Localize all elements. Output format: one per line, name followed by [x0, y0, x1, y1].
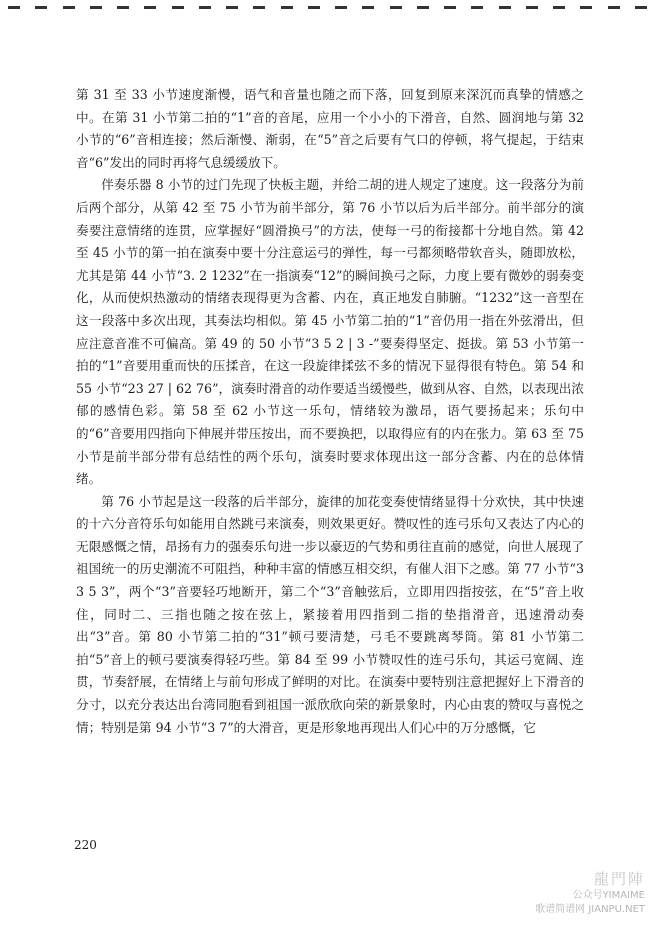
paragraph-2: 伴奏乐器 8 小节的过门先现了快板主题，并给二胡的进人规定了速度。这一段落分为前后两个部分，从第 42 至 75 小节为前半部分，第 76 小节以后为后半部分。前半部分的演奏要注意情绪的连贯，应掌握好“圆滑换弓”的方法，使每一弓的衔接都十分地自然。第 42 至 45 小节的第一拍在演奏中要十分注意运弓的弹性，每一弓都须略带软音头，随即放松，尤其是第 44 小节“3. 2 1232”在一指演奏“12”的瞬间换弓之际，力度上要有微妙的弱奏变化，从而使炽热激动的情绪表现得更为含蓄、内在，真正地发自肺腑。“1232”这一音型在这一段落中多次出现，其奏法均相似。第 45 小节第二拍的“1”音仍用一指在外弦滑出，但应注意音准不可偏高。第 49 的 50 小节“3 5 2 | 3 -”要奏得坚定、挺拔。第 53 小节第一拍的“1”音要用重而快的压揉音，在这一段旋律揉弦不多的情况下显得很有特色。第 54 和 55 小节“23 27 | 62 76”，演奏时滑音的动作要适当缓慢些，做到从容、自然，以表现出浓郁的感情色彩。第 58 至 62 小节这一乐句，情绪较为激昂，语气要扬起来；乐句中的“6”音要用四指向下伸展并带压按出，而不要换把，以取得应有的内在张力。第 63 至 75 小节是前半部分带有总结性的两个乐句，演奏时要求体现出这一部分含蓄、内在的总体情绪。 [76, 177, 584, 487]
top-edge-dashes [0, 6, 655, 12]
page-number: 220 [74, 838, 97, 852]
body-text [76, 84, 584, 739]
watermark-line-1: 公众号YIMAIME [572, 890, 645, 901]
watermark-line-2: 歌谱简谱网 JIANPU.NET [535, 904, 645, 915]
paragraph-3: 第 76 小节起是这一段落的后半部分，旋律的加花变奏使情绪显得十分欢快，其中快速的十六分音符乐句如能用自然跳弓来演奏，则效果更好。赞叹性的连弓乐句又表达了内心的无限感慨之情，昂扬有力的强奏乐句进一步以豪迈的气势和勇往直前的感觉，向世人展现了祖国统一的历史潮流不可阻挡，种种丰富的情感互相交织，有催人泪下之感。第 77 小节“3 3 5 3”，两个“3”音要轻巧地断开，第二个“3”音触弦后，立即用四指按弦，在“5”音上收住，同时二、三指也随之按在弦上，紧接着用四指到二指的垫指滑音，迅速滑动奏出“3”音。第 80 小节第二拍的“31”顿弓要清楚，弓毛不要跳离琴筒。第 81 小节第二拍“5”音上的顿弓要演奏得轻巧些。第 84 至 99 小节赞叹性的连弓乐句，其运弓宽阔、连贯，节奏舒展，在情绪上与前句形成了鲜明的对比。在演奏中要特别注意把握好上下滑音的分寸，以充分表达出台湾同胞看到祖国一派欣欣向荣的新景象时，内心由衷的赞叹与喜悦之情；特别是第 94 小节“3 7”的大滑音，更是形象地再现出人们心中的万分感慨，它 [76, 493, 584, 735]
watermark [495, 868, 645, 917]
paragraph-1: 第 31 至 33 小节速度渐慢，语气和音量也随之而下落，回复到原来深沉而真挚的情感之中。在第 31 小节第二拍的“1”音的音尾，应用一个小小的下滑音，自然、圆润地与第 32 小节的“6”音相连接；然后渐慢、渐弱，在“5”音之后要有气口的停顿，将气提起，于结束音“6”发出的同时再将气息缓缓放下。 [76, 87, 584, 170]
watermark-logo: 龍門陣 [593, 870, 645, 888]
